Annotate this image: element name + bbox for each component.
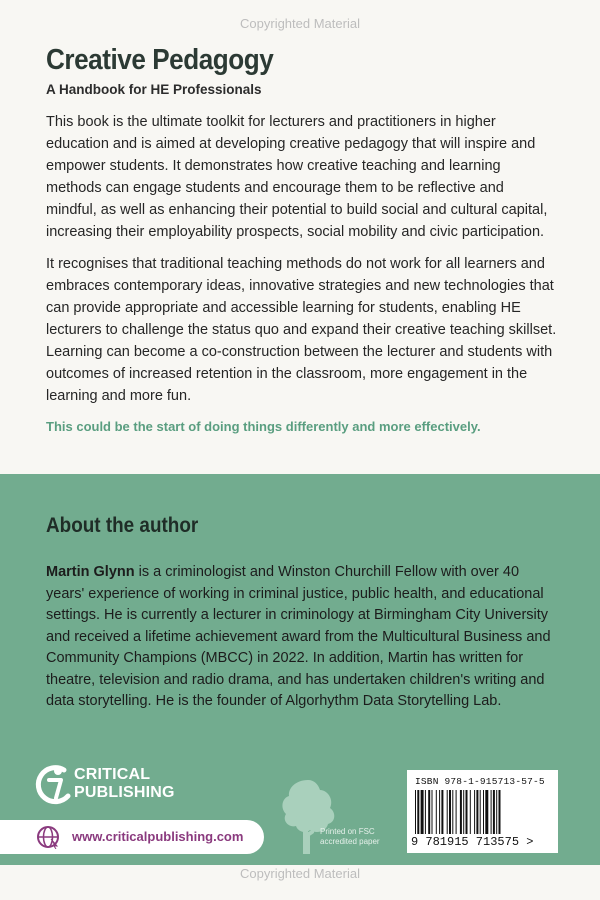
logo-line-1: CRITICAL [74, 766, 151, 783]
website-pill[interactable] [0, 820, 264, 854]
tagline: This could be the start of doing things differently and more effectively. [46, 419, 481, 434]
author-name: Martin Glynn [46, 564, 135, 580]
publisher-logo-text [74, 766, 175, 802]
barcode-box [407, 770, 558, 853]
watermark-bottom: Copyrighted Material [240, 866, 360, 881]
author-bio [46, 562, 556, 713]
watermark-top: Copyrighted Material [240, 16, 360, 31]
description-paragraph-1: This book is the ultimate toolkit for lecturers and practitioners in higher education and is aimed at developing creative pedagogy that will inspire and empower students. It demonstrates how creative teaching and learning methods can engage students and encourage them to be reflective and mindful, as well as enhancing their potential to build social and cultural capital, increasing their employability prospects, social mobility and civic participation. [46, 114, 548, 240]
description-section [46, 44, 558, 434]
critical-publishing-logo [34, 762, 174, 812]
barcode-icon [415, 790, 535, 834]
about-author-panel [0, 474, 600, 865]
barcode-digits: 9 781915 713575 > [411, 835, 534, 849]
author-bio-text: is a criminologist and Winston Churchill Fellow with over 40 years' experience of working in criminal justice, public health, and educational settings. He is currently a lecturer in criminology at Birmingham City University and received a lifetime achievement award from the Multicultural Business and Community Champions (MBCC) in 2022. In addition, Martin has written for theatre, television and radio drama, and has undertaken children's writing and data storytelling. He is the founder of Algorhythm Data Storytelling Lab. [46, 564, 551, 709]
logo-line-2: PUBLISHING [74, 784, 175, 801]
isbn-number: ISBN 978-1-915713-57-5 [415, 776, 545, 787]
critical-publishing-logo-icon [34, 762, 78, 808]
globe-cursor-icon [36, 825, 60, 849]
fsc-line-1: Printed on FSC [320, 827, 375, 836]
description-paragraph-2: It recognises that traditional teaching methods do not work for all learners and embraces contemporary ideas, innovative strategies and new technologies that can provide appropriate and accessible learning for students, enabling HE lecturers to challenge the status quo and expand their creative teaching skillset. Learning can become a co-construction between the lecturer and students with outcomes of increased retention in the classroom, more engagement in the learning and more fun. [46, 256, 557, 404]
book-title: Creative Pedagogy [46, 44, 274, 76]
website-link[interactable]: www.criticalpublishing.com [72, 829, 244, 844]
about-heading: About the author [46, 514, 199, 537]
book-subtitle: A Handbook for HE Professionals [46, 82, 262, 97]
fsc-line-2: accredited paper [320, 837, 380, 846]
fsc-label [320, 827, 380, 847]
